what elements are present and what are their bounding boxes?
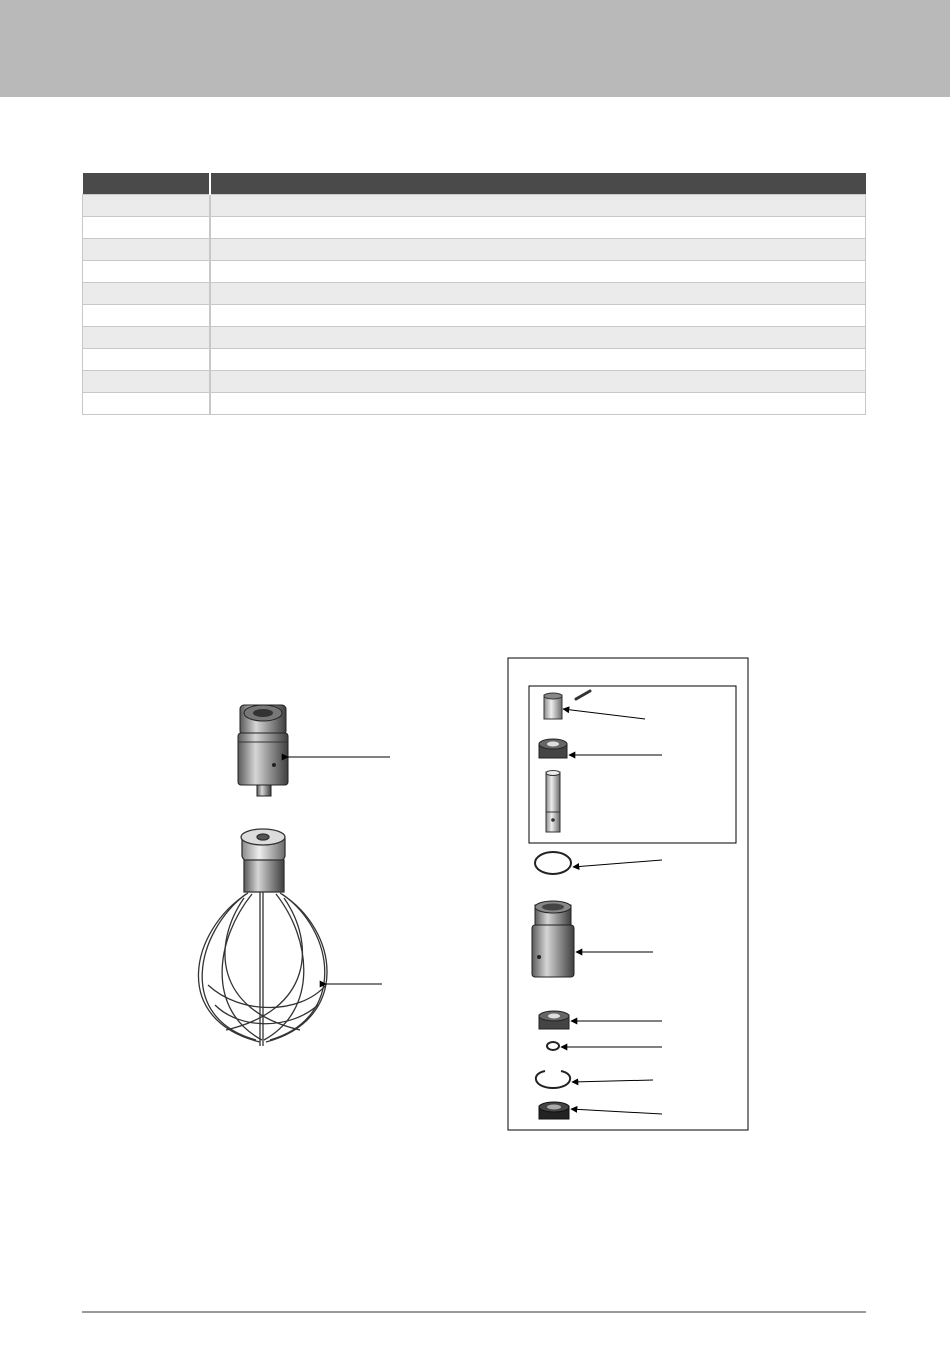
seal [539, 1102, 662, 1119]
bearing [539, 739, 662, 758]
drive-shaft [546, 771, 560, 833]
bearing [539, 1011, 662, 1029]
circlip [536, 1071, 653, 1088]
sleeve-with-pin [544, 691, 645, 719]
o-ring [535, 852, 662, 874]
coupling-assembly [238, 705, 390, 796]
footer-rule [82, 1311, 866, 1313]
coupling-housing [532, 901, 653, 977]
whisk [198, 829, 382, 1046]
small-circlip [547, 1042, 662, 1050]
exploded-view-frame [508, 658, 748, 1130]
